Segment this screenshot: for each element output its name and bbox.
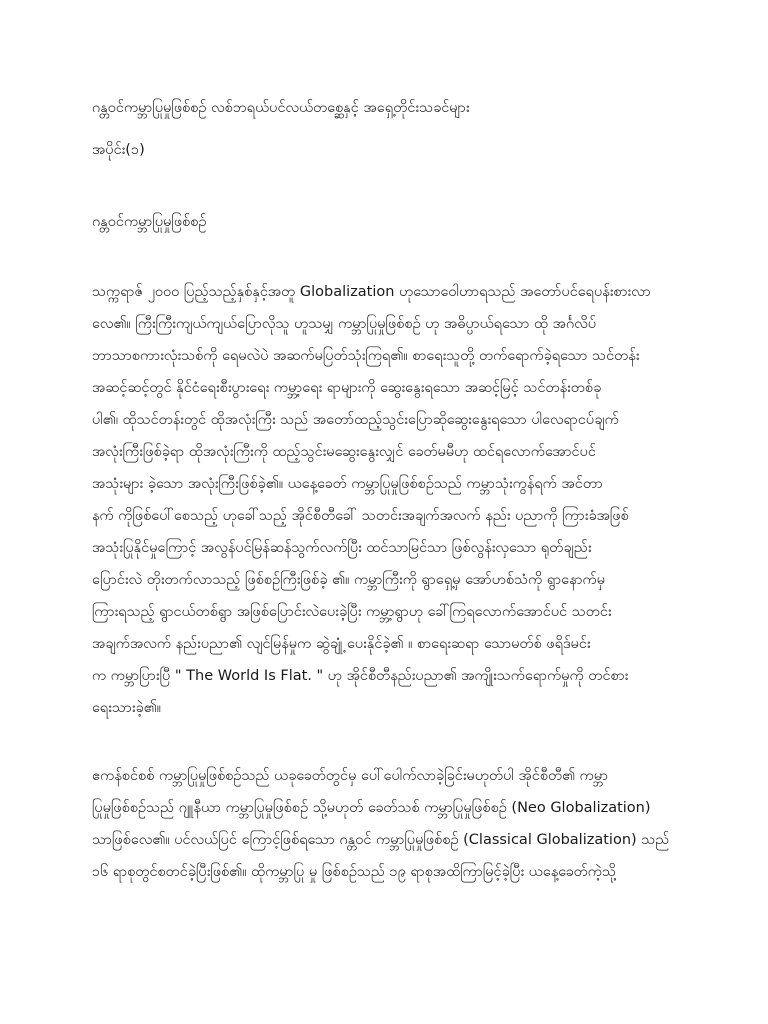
paragraph-line: က ကမ္ဘာပြားပြီ " The World Is Flat. " ဟု အိုင်စီတီနည်းပညာ၏ အကျိုးသက်ရောက်မှုကို တင်စား	[92, 668, 629, 684]
paragraph-line: ဧကန်စင်စစ် ကမ္ဘာပြုမှုဖြစ်စဉ်သည် ယခုခေတ်တွင်မှ ပေါ်ပေါက်လာခဲ့ခြင်းမဟုတ်ပါ အိုင်စီတီ၏ ကမ္ဘာ	[92, 768, 609, 784]
section-heading: ဂန္တဝင်ကမ္ဘာပြုမှုဖြစ်စဉ်	[92, 214, 207, 230]
paragraph-line: ကြားရသည့် ရွာငယ်တစ်ရွာ အဖြစ်ပြောင်းလဲပေးခဲ့ပြီး ကမ္ဘာ့ရွာဟု ခေါ်ကြရလောက်အောင်ပင် သတင်း	[92, 604, 612, 620]
paragraph-line: နက် ကိုဖြစ်ပေါ်စေသည့် ဟုခေါ်သည့် အိုင်စီတီခေါ် သတင်းအချက်အလက် နည်း ပညာကို ကြားခံအဖြစ်	[92, 508, 629, 524]
paragraph-line: ပြောင်းလဲ တိုးတက်လာသည့် ဖြစ်စဉ်ကြီးဖြစ်ခဲ့ ၏။ ကမ္ဘာကြီးကို ရွာရှေ့မှ အော်ဟစ်သံကို ရွာနောက်မှ	[92, 572, 606, 588]
paragraph-line: ပါ၏၊ ထိုသင်တန်းတွင် ထိုအလုံးကြီး သည် အတော်ထည့်သွင်းပြောဆိုဆွေးနွေးရသော ပါလေရာငပ်ချက်	[92, 412, 619, 428]
paragraph-1	[92, 276, 706, 724]
paragraph-line: လေ၏။ ကြီးကြီးကျယ်ကျယ်ပြောလိုသူ ဟူသမျှ ကမ္ဘာပြုမှုဖြစ်စဉ် ဟု အဓိပ္ပာယ်ရသော ထို အင်္ဂလိပ်	[92, 316, 597, 332]
part-label: အပိုင်း(၁)	[92, 142, 145, 158]
paragraph-line: အလုံးကြီးဖြစ်ခဲ့ရာ ထိုအလုံးကြီးကို ထည့်သွင်းမဆွေးနွေးလျှင် ခေတ်မမီဟု ထင်ရလောက်အောင်ပင်	[92, 444, 596, 460]
paragraph-line: ပြုမှုဖြစ်စဉ်သည် ဂျူနီယာ ကမ္ဘာပြုမှုဖြစ်စဉ် သို့မဟုတ် ခေတ်သစ် ကမ္ဘာပြုမှုဖြစ်စဉ် (Neo Globalization)	[92, 800, 651, 816]
paragraph-line: ၁၆ ရာစုတွင်စတင်ခဲ့ပြီးဖြစ်၏။ ထိုကမ္ဘာပြု မှု ဖြစ်စဉ်သည် ၁၉ ရာစုအထိကြာမြင့်ခဲ့ပြီး ယနေ့ခေတ်ကဲ့သို့	[92, 864, 616, 880]
document-title: ဂန္တဝင်ကမ္ဘာပြုမှုဖြစ်စဉ် လစ်ဘရယ်ပင်လယ်တစ္ဆေနှင့် အရှေ့တိုင်းသခင်များ	[92, 100, 470, 116]
paragraph-line: သာဖြစ်လေ၏။ ပင်လယ်ပြင် ကြောင့်ဖြစ်ရသော ဂန္တဝင် ကမ္ဘာပြုမှုဖြစ်စဉ် (Classical Globalization) သည်	[92, 832, 670, 848]
paragraph-line: အချက်အလက် နည်းပညာ၏ လျင်မြန်မှုက ဆွဲချုံ့ ပေးနိုင်ခဲ့၏ ။ စာရေးဆရာ သောမတ်စ် ဖရိဒ်မင်း	[92, 636, 591, 652]
paragraph-line: အဆင့်ဆင့်တွင် နိုင်ငံရေးစီးပွားရေး ကမ္ဘာ့ရေး ရာများကို ဆွေးနွေးရသော အဆင့်မြင့် သင်တန်းတစ်ခု	[92, 380, 602, 396]
paragraph-2	[92, 760, 706, 888]
paragraph-line: အသုံးများ ခဲ့သော အလုံးကြီးဖြစ်ခဲ့၏။ ယနေ့ခေတ် ကမ္ဘာပြုမှုဖြစ်စဉ်သည် ကမ္ဘာသုံးကွန်ရက် အင်တာ	[92, 476, 603, 492]
paragraph-line: သက္ကရာဇ် ၂၀၀၀ ပြည့်သည့်နှစ်နှင့်အတူ Globalization ဟုသောဝေါဟာရသည် အတော်ပင်ရေပန်းစားလာ	[92, 284, 651, 300]
paragraph-line: ရေးသားခဲ့၏။	[92, 700, 162, 716]
paragraph-line: အသုံးပြုနိုင်မှုကြောင့် အလွန်ပင်မြန်ဆန်သွက်လက်ပြီး ထင်သာမြင်သာ ဖြစ်လွန်းလှသော ရုတ်ချည်း	[92, 540, 592, 556]
paragraph-line: ဘာသာစကားလုံးသစ်ကို ရေမလဲပဲ အဆက်မပြတ်သုံးကြရ၏။ စာရေးသူတို့ တက်ရောက်ခဲ့ရသော သင်တန်း	[92, 348, 640, 364]
